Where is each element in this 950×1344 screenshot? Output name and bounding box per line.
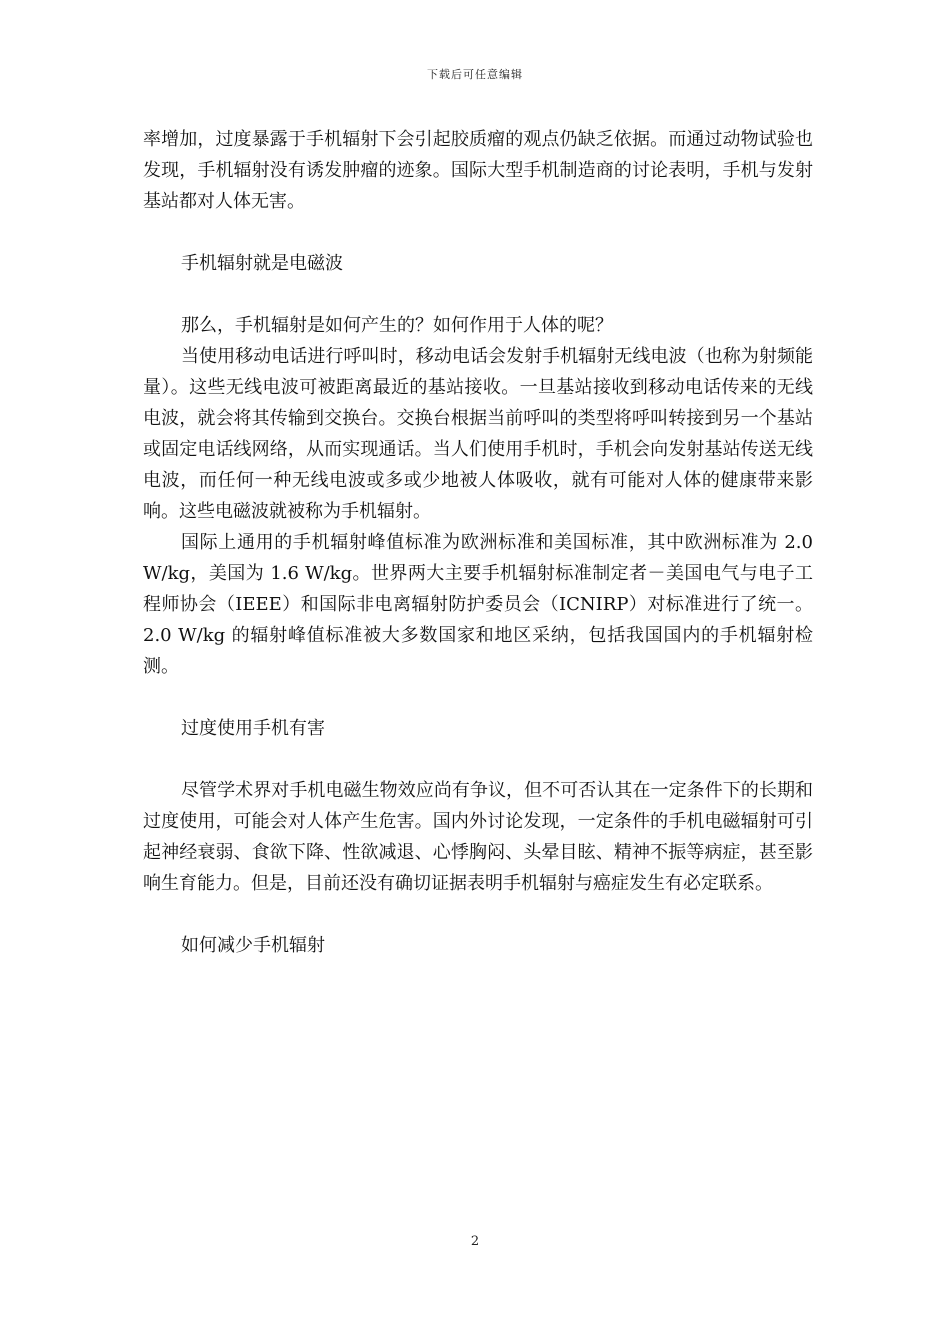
spacer: [143, 279, 813, 310]
page-number: 2: [470, 1234, 480, 1249]
section-heading-em-waves: 手机辐射就是电磁波: [181, 253, 343, 274]
section-heading-overuse-harmful: 过度使用手机有害: [181, 718, 325, 739]
paragraph-how-radiation-produced: 当使用移动电话进行呼叫时，移动电话会发射手机辐射无线电波（也称为射频能量）。这些无线电波可被距离最近的基站接收。一旦基站接收到移动电话传来的无线电波，就会将其传输到交换台。交换台根据当前呼叫的类型将呼叫转接到另一个基站或固定电话线网络，从而实现通话。当人们使用手机时，手机会向发射基站传送无线电波，而任何一种无线电波或多或少地被人体吸收，就有可能对人体的健康带来影响。这些电磁波就被称为手机辐射。: [143, 346, 813, 522]
spacer: [143, 217, 813, 248]
paragraph-continuation: 率增加，过度暴露于手机辐射下会引起胶质瘤的观点仍缺乏依据。而通过动物试验也发现，手机辐射没有诱发肿瘤的迹象。国际大型手机制造商的讨论表明，手机与发射基站都对人体无害。: [143, 129, 813, 212]
section-heading-reduce-radiation: 如何减少手机辐射: [181, 935, 325, 956]
spacer: [143, 899, 813, 930]
paragraph-question: 那么，手机辐射是如何产生的？如何作用于人体的呢？: [181, 315, 613, 336]
page-header: 下载后可任意编辑: [427, 68, 523, 81]
paragraph-health-effects: 尽管学术界对手机电磁生物效应尚有争议，但不可否认其在一定条件下的长期和过度使用，可能会对人体产生危害。国内外讨论发现，一定条件的手机电磁辐射可引起神经衰弱、食欲下降、性欲减退、心悸胸闷、头晕目眩、精神不振等病症，甚至影响生育能力。但是，目前还没有确切证据表明手机辐射与癌症发生有必定联系。: [143, 780, 813, 894]
paragraph-sar-standards: 国际上通用的手机辐射峰值标准为欧洲标准和美国标准，其中欧洲标准为 2.0 W/kg，美国为 1.6 W/kg。世界两大主要手机辐射标准制定者－美国电气与电子工程师协会（IEEE）和国际非电离辐射防护委员会（ICNIRP）对标准进行了统一。2.0 W/kg 的辐射峰值标准被大多数国家和地区采纳，包括我国国内的手机辐射检测。: [143, 532, 813, 677]
spacer: [143, 744, 813, 775]
document-body: [143, 124, 813, 961]
spacer: [143, 682, 813, 713]
